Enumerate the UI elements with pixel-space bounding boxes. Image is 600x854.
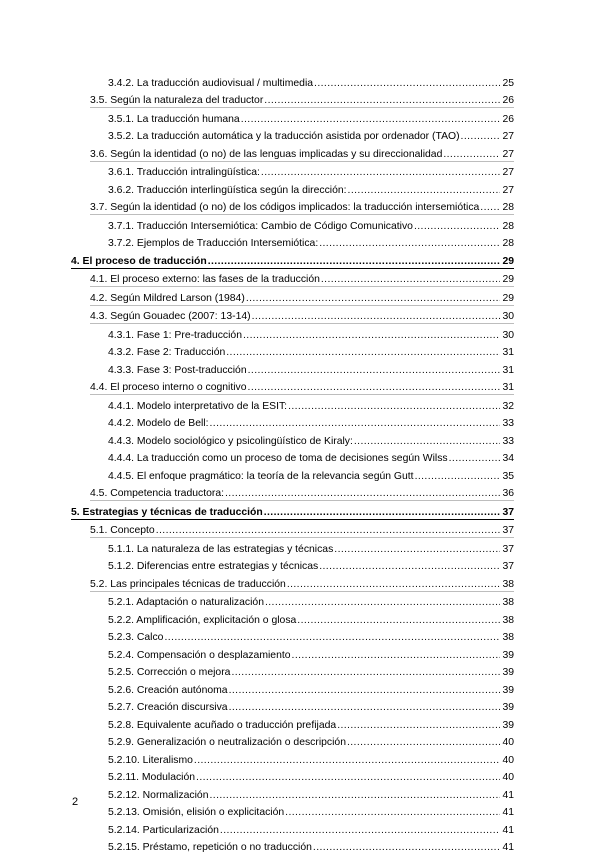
toc-entry[interactable] (108, 784, 514, 802)
toc-entry[interactable] (108, 749, 514, 767)
toc-entry-title: 5.2.6. Creación autónoma (108, 685, 229, 697)
toc-entry-page: 38 (500, 615, 514, 627)
toc-entry-page: 29 (500, 274, 514, 286)
toc-dot-leader (319, 561, 500, 573)
toc-dot-leader (248, 365, 501, 377)
toc-entry-page: 28 (500, 238, 514, 250)
toc-entry-title: 4.3. Según Gouadec (2007: 13-14) (90, 311, 252, 323)
toc-dot-leader (461, 131, 501, 143)
toc-entry[interactable] (108, 179, 514, 197)
toc-entry-page: 40 (500, 755, 514, 767)
toc-entry-page: 33 (500, 436, 514, 448)
toc-entry[interactable] (108, 430, 514, 448)
toc-entry[interactable] (90, 287, 514, 306)
toc-dot-leader (220, 825, 501, 837)
toc-dot-leader (347, 737, 500, 749)
toc-entry-title: 5.1.1. La naturaleza de las estrategias y técnicas (108, 544, 334, 556)
toc-dot-leader (354, 436, 501, 448)
toc-dot-leader (196, 772, 500, 784)
toc-entry-title: 5.2.1. Adaptación o naturalización (108, 597, 265, 609)
toc-entry[interactable] (108, 732, 514, 750)
toc-entry[interactable] (90, 377, 514, 396)
toc-dot-leader (241, 114, 501, 126)
toc-entry-page: 41 (500, 842, 514, 854)
toc-dot-leader (194, 755, 501, 767)
toc-entry-title: 5.2.9. Generalización o neutralización o descripción (108, 737, 347, 749)
toc-entry[interactable] (108, 72, 514, 90)
toc-entry[interactable] (108, 802, 514, 820)
toc-dot-leader (252, 311, 501, 323)
toc-entry-page: 26 (500, 114, 514, 126)
toc-dot-leader (449, 453, 501, 465)
toc-entry-page: 26 (500, 95, 514, 107)
toc-entry-title: 4.2. Según Mildred Larson (1984) (90, 293, 246, 305)
toc-entry-title: 4.5. Competencia traductora: (90, 488, 225, 500)
toc-entry-title: 4.3.1. Fase 1: Pre-traducción (108, 330, 243, 342)
toc-entry-page: 27 (500, 131, 514, 143)
toc-dot-leader (265, 597, 500, 609)
toc-entry-page: 30 (500, 311, 514, 323)
toc-entry-page: 37 (500, 544, 514, 556)
toc-entry[interactable] (71, 250, 514, 269)
toc-entry-title: 4. El proceso de traducción (71, 256, 208, 268)
toc-entry[interactable] (108, 465, 514, 483)
toc-dot-leader (210, 790, 501, 802)
toc-entry[interactable] (108, 108, 514, 126)
toc-entry-title: 5.2.12. Normalización (108, 790, 210, 802)
table-of-contents (71, 72, 514, 854)
toc-entry-page: 28 (500, 221, 514, 233)
toc-entry[interactable] (108, 395, 514, 413)
toc-entry-page: 39 (500, 720, 514, 732)
toc-entry-title: 4.4.2. Modelo de Bell: (108, 418, 210, 430)
toc-entry-page: 27 (500, 185, 514, 197)
toc-dot-leader (248, 382, 501, 394)
toc-dot-leader (348, 185, 501, 197)
toc-dot-leader (292, 650, 501, 662)
toc-entry-page: 33 (500, 418, 514, 430)
toc-dot-leader (208, 256, 501, 268)
toc-entry-title: 5.2.11. Modulación (108, 772, 196, 784)
toc-dot-leader (264, 507, 501, 519)
toc-entry-page: 36 (500, 488, 514, 500)
toc-entry-page: 34 (500, 453, 514, 465)
toc-entry-title: 5.2. Las principales técnicas de traducción (90, 579, 287, 591)
toc-entry[interactable] (108, 819, 514, 837)
toc-entry[interactable] (108, 413, 514, 431)
toc-entry-title: 5.2.8. Equivalente acuñado o traducción prefijada (108, 720, 337, 732)
toc-dot-leader (231, 667, 500, 679)
toc-entry-page: 30 (500, 330, 514, 342)
toc-entry-title: 5.2.7. Creación discursiva (108, 702, 229, 714)
toc-entry-page: 40 (500, 772, 514, 784)
toc-dot-leader (415, 471, 501, 483)
toc-entry[interactable] (90, 143, 514, 162)
toc-entry-title: 3.7. Según la identidad (o no) de los códigos implicados: la traducción intersemiótica (90, 202, 480, 214)
toc-entry[interactable] (90, 520, 514, 539)
toc-dot-leader (246, 293, 501, 305)
toc-entry[interactable] (90, 483, 514, 502)
toc-dot-leader (264, 95, 500, 107)
toc-dot-leader (285, 807, 500, 819)
toc-entry-page: 38 (500, 597, 514, 609)
toc-entry-page: 41 (500, 807, 514, 819)
toc-entry[interactable] (90, 197, 514, 216)
toc-entry-title: 3.4.2. La traducción audiovisual / multimedia (108, 78, 314, 90)
toc-entry[interactable] (108, 679, 514, 697)
toc-entry[interactable] (108, 697, 514, 715)
toc-entry-title: 3.6.1. Traducción intralingüística: (108, 167, 261, 179)
toc-entry[interactable] (108, 767, 514, 785)
toc-dot-leader (297, 615, 500, 627)
toc-entry[interactable] (108, 126, 514, 144)
toc-entry[interactable] (90, 269, 514, 288)
toc-entry[interactable] (108, 837, 514, 854)
toc-entry-title: 4.3.2. Fase 2: Traducción (108, 347, 226, 359)
toc-entry[interactable] (108, 448, 514, 466)
toc-entry-page: 41 (500, 825, 514, 837)
toc-dot-leader (229, 702, 501, 714)
toc-entry[interactable] (108, 592, 514, 610)
toc-dot-leader (287, 579, 501, 591)
toc-entry-title: 5.2.15. Préstamo, repetición o no traducción (108, 842, 313, 854)
toc-dot-leader (443, 149, 500, 161)
toc-entry[interactable] (108, 342, 514, 360)
toc-entry-page: 29 (500, 256, 514, 268)
toc-dot-leader (229, 685, 501, 697)
toc-entry-title: 3.5.1. La traducción humana (108, 114, 241, 126)
toc-entry[interactable] (108, 538, 514, 556)
toc-entry-title: 3.7.2. Ejemplos de Traducción Intersemiótica: (108, 238, 319, 250)
toc-entry-title: 5.2.2. Amplificación, explicitación o glosa (108, 615, 297, 627)
toc-entry-title: 3.7.1. Traducción Intersemiótica: Cambio de Código Comunicativo (108, 221, 414, 233)
toc-entry-title: 3.5.2. La traducción automática y la traducción asistida por ordenador (TAO) (108, 131, 461, 143)
toc-dot-leader (210, 418, 501, 430)
toc-entry-title: 5. Estrategias y técnicas de traducción (71, 507, 264, 519)
toc-dot-leader (334, 544, 500, 556)
toc-entry-page: 38 (500, 632, 514, 644)
toc-dot-leader (313, 842, 501, 854)
toc-dot-leader (319, 238, 500, 250)
toc-entry[interactable] (108, 609, 514, 627)
toc-entry[interactable] (71, 501, 514, 520)
toc-dot-leader (261, 167, 501, 179)
toc-dot-leader (225, 488, 500, 500)
toc-entry[interactable] (108, 215, 514, 233)
toc-dot-leader (288, 401, 500, 413)
toc-entry-page: 31 (500, 365, 514, 377)
toc-entry-title: 4.4.5. El enfoque pragmático: la teoría de la relevancia según Gutt (108, 471, 415, 483)
toc-dot-leader (164, 632, 500, 644)
toc-entry-title: 5.2.4. Compensación o desplazamiento (108, 650, 292, 662)
toc-entry-title: 5.2.3. Calco (108, 632, 164, 644)
toc-entry[interactable] (108, 662, 514, 680)
toc-entry-page: 38 (500, 579, 514, 591)
toc-entry-title: 5.2.10. Literalismo (108, 755, 194, 767)
toc-entry-page: 25 (500, 78, 514, 90)
toc-entry[interactable] (108, 627, 514, 645)
toc-dot-leader (156, 525, 501, 537)
toc-entry[interactable] (108, 359, 514, 377)
toc-entry-title: 5.1.2. Diferencias entre estrategias y técnicas (108, 561, 319, 573)
toc-entry-title: 3.6. Según la identidad (o no) de las lenguas implicadas y su direccionalidad (90, 149, 443, 161)
toc-entry-page: 37 (500, 507, 514, 519)
toc-entry[interactable] (108, 233, 514, 251)
toc-entry-page: 39 (500, 667, 514, 679)
toc-entry-title: 4.4.3. Modelo sociológico y psicolingüístico de Kiraly: (108, 436, 354, 448)
toc-dot-leader (321, 274, 501, 286)
toc-entry-title: 4.4. El proceso interno o cognitivo (90, 382, 248, 394)
toc-entry-title: 5.2.14. Particularización (108, 825, 220, 837)
toc-entry-title: 5.2.5. Corrección o mejora (108, 667, 231, 679)
toc-entry[interactable] (108, 324, 514, 342)
toc-entry[interactable] (108, 714, 514, 732)
toc-entry-page: 28 (500, 202, 514, 214)
toc-entry-page: 27 (500, 149, 514, 161)
toc-entry[interactable] (90, 573, 514, 592)
toc-entry-page: 31 (500, 347, 514, 359)
toc-entry-page: 37 (500, 561, 514, 573)
toc-entry[interactable] (90, 90, 514, 109)
toc-entry-page: 39 (500, 702, 514, 714)
toc-entry-page: 39 (500, 650, 514, 662)
toc-dot-leader (480, 202, 500, 214)
toc-entry-page: 39 (500, 685, 514, 697)
toc-entry-page: 35 (500, 471, 514, 483)
toc-entry-title: 4.1. El proceso externo: las fases de la traducción (90, 274, 321, 286)
toc-entry-title: 4.3.3. Fase 3: Post-traducción (108, 365, 248, 377)
toc-entry[interactable] (108, 162, 514, 180)
toc-entry-title: 3.5. Según la naturaleza del traductor (90, 95, 264, 107)
toc-entry-title: 5.1. Concepto (90, 525, 156, 537)
toc-entry-page: 37 (500, 525, 514, 537)
toc-dot-leader (414, 221, 500, 233)
toc-entry-page: 41 (500, 790, 514, 802)
toc-dot-leader (226, 347, 500, 359)
toc-entry[interactable] (90, 306, 514, 325)
toc-entry-page: 29 (500, 293, 514, 305)
toc-dot-leader (314, 78, 500, 90)
toc-entry[interactable] (108, 644, 514, 662)
toc-entry-title: 4.4.1. Modelo interpretativo de la ESIT: (108, 401, 288, 413)
toc-dot-leader (243, 330, 500, 342)
page-number: 2 (72, 796, 78, 808)
toc-entry-title: 4.4.4. La traducción como un proceso de toma de decisiones según Wilss (108, 453, 449, 465)
toc-entry-page: 40 (500, 737, 514, 749)
toc-entry-page: 32 (500, 401, 514, 413)
toc-entry-title: 3.6.2. Traducción interlingüística según la dirección: (108, 185, 348, 197)
toc-entry-title: 5.2.13. Omisión, elisión o explicitación (108, 807, 285, 819)
toc-dot-leader (337, 720, 500, 732)
toc-entry-page: 27 (500, 167, 514, 179)
toc-entry-page: 31 (500, 382, 514, 394)
toc-entry[interactable] (108, 556, 514, 574)
